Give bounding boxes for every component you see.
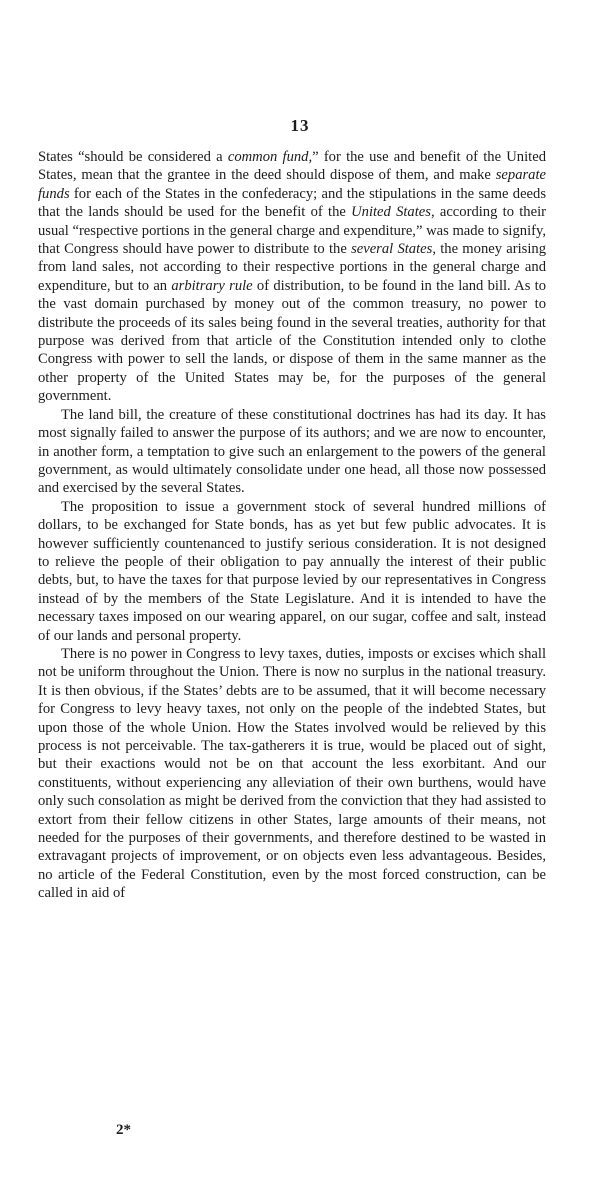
signature-mark: 2* bbox=[116, 1122, 131, 1138]
italic-text: common fund, bbox=[227, 149, 313, 165]
italic-text: several States bbox=[351, 241, 433, 258]
italic-text: separate funds bbox=[38, 167, 546, 202]
italic-text: United States bbox=[351, 204, 431, 221]
paragraph-3 bbox=[38, 498, 546, 645]
text-run: The proposition to issue a government stock of several hundred millions of dollars, to be exchanged for State bonds, has as yet but few public advocates. It is however sufficiently countenanced to justify serious consideration. It is not designed to relieve the people of their obligation to pay annually the interest of their public debts, but, to have the taxes for that purpose levied by our representatives in Congress instead of by the members of the State Legislature. And it is intended to have the necessary taxes imposed on our wearing apparel, on our sugar, coffee and salt, instead of our lands and personal property. bbox=[38, 498, 546, 644]
text-run: The land bill, the creature of these constitutional doctrines has had its day. It has most signally failed to answer the purpose of its authors; and we are now to encounter, in another form, a temptation to give such an enlargement to the powers of the general government, as would ultimately consolidate under one head, all those now possessed and exercised by the several States. bbox=[38, 406, 546, 497]
body-text bbox=[38, 148, 546, 903]
paragraph-2 bbox=[38, 406, 546, 498]
page-number: 13 bbox=[290, 116, 310, 135]
text-run: States “should be considered a bbox=[38, 149, 228, 165]
paragraph-1 bbox=[38, 148, 546, 406]
text-run: , the money arising from land sales, not according to their respective portions in the general charge and expenditure, but to an bbox=[38, 241, 546, 294]
paragraph-4 bbox=[38, 645, 546, 903]
text-run: for each of the States in the confederacy; and the stipulations in the same deeds that the lands should be used for the benefit of the bbox=[38, 185, 546, 221]
text-run: , according to their usual “respective portions in the general charge and expenditure,” was made to signify, that Congress should have power to distribute to the bbox=[38, 204, 546, 258]
text-run: There is no power in Congress to levy taxes, duties, imposts or excises which shall not be uniform throughout the Union. There is now no surplus in the national treasury. It is then obvious, if the States’ debts are to be assumed, that it will become necessary for Congress to levy heavy taxes, not only on the people of the indebted States, but upon those of the whole Union. How the States involved would be relieved by this process is not perceivable. The tax-gatherers it is true, would be placed out of sight, but their exactions would not be on that account the less exorbitant. And our constituents, without experiencing any alleviation of their own burthens, would have only such consolation as might be derived from the conviction that they had assisted to extort from their fellow citizens in other States, large amounts of their means, not needed for the purposes of their governments, and therefore destined to be wasted in extravagant projects of improvement, or on objects even less advantageous. Besides, no article of the Federal Constitution, even by the most forced construction, can be called in aid of bbox=[38, 645, 546, 902]
text-run: of distribution, to be found in the land bill. As to the vast domain purchased by money out of the common treasury, no power to distribute the proceeds of its sales being found in the several treaties, authority for that purpose was derived from that article of the Constitution intended only to clothe Congress with power to sell the lands, or dispose of them in the same manner as the other property of the United States may be, for the purposes of the general government. bbox=[38, 277, 547, 405]
text-run: ” for the use and benefit of the United States, mean that the grantee in the deed should dispose of them, and make bbox=[38, 149, 546, 184]
italic-text: arbitrary rule bbox=[171, 277, 253, 294]
